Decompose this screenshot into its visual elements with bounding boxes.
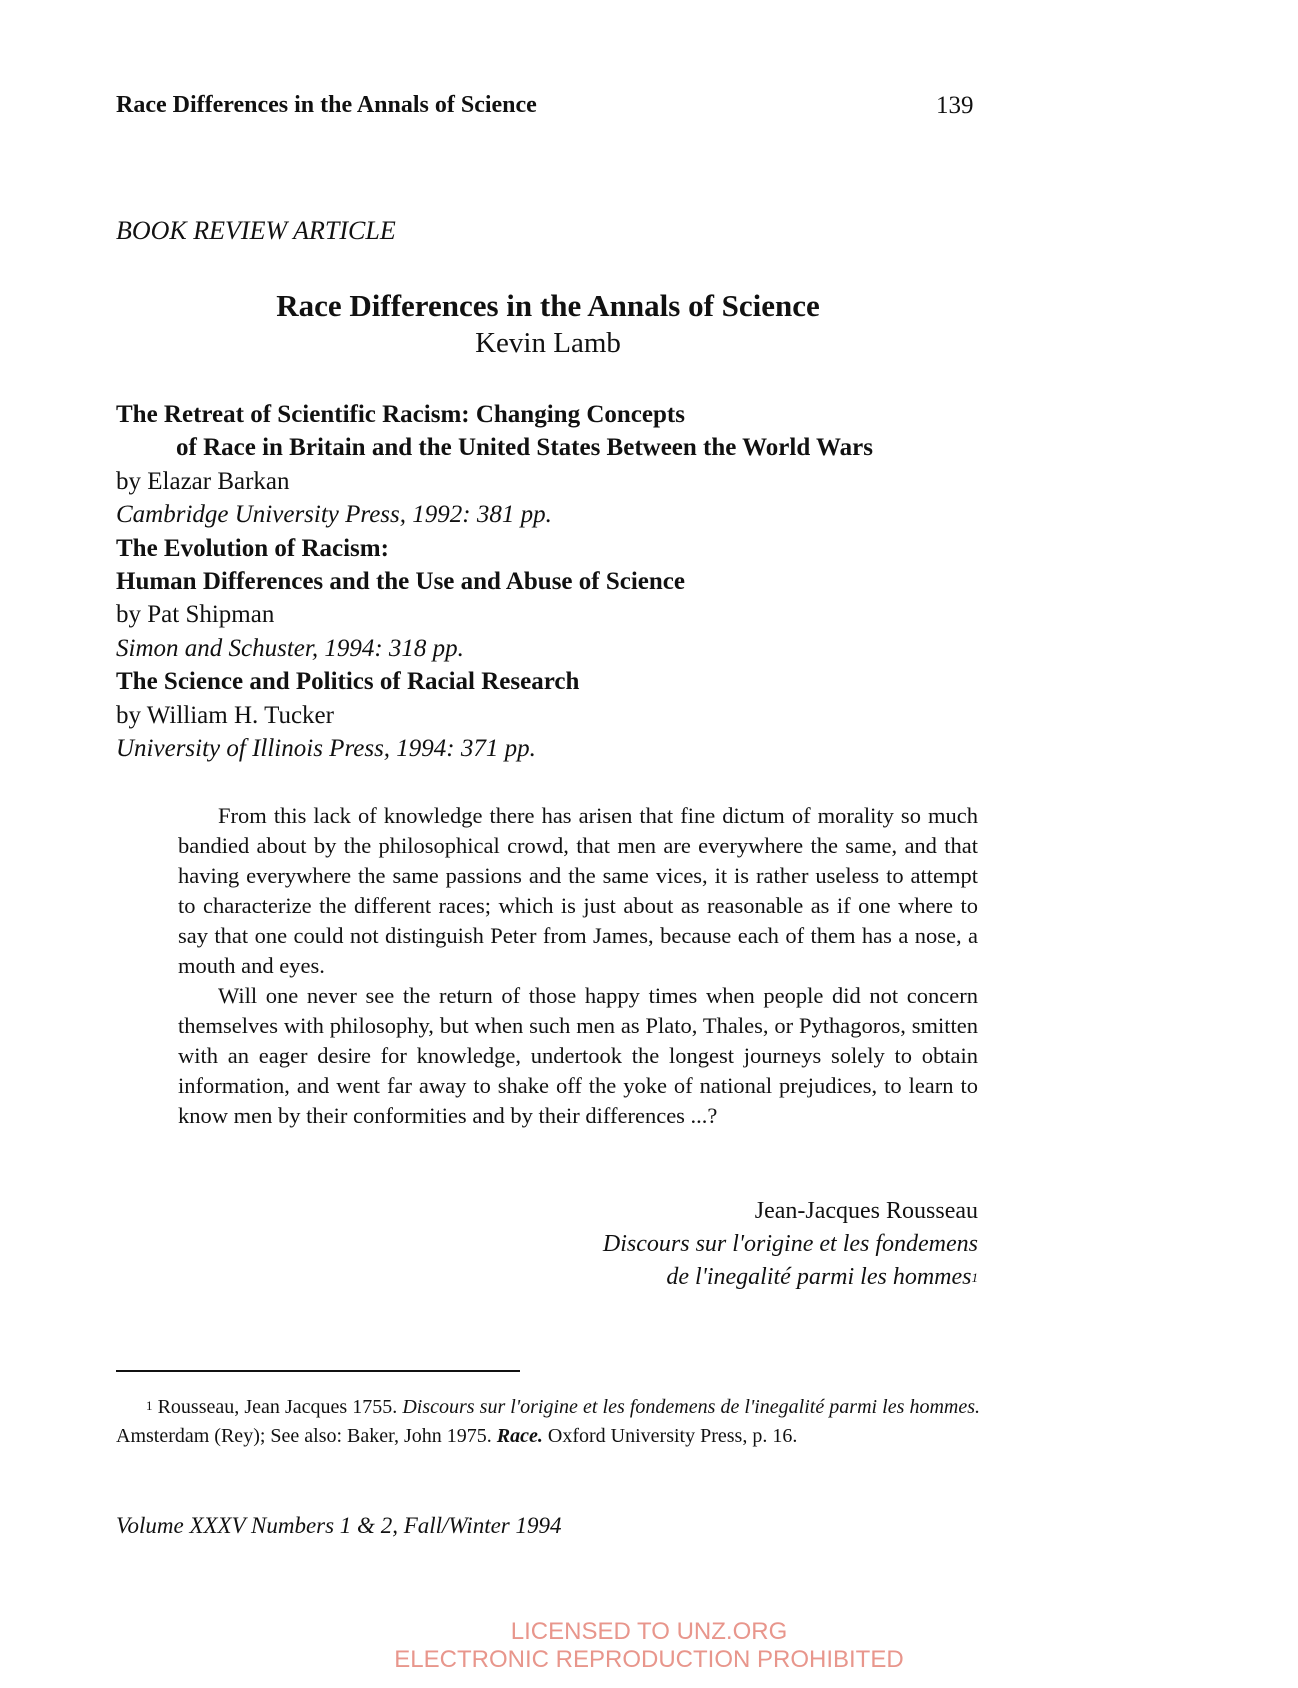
footnote-reference[interactable]: 1	[971, 1270, 978, 1285]
book-1-author: by Elazar Barkan	[116, 467, 290, 495]
footnote-also-title: Race.	[496, 1425, 543, 1447]
article-author: Kevin Lamb	[475, 327, 621, 359]
epigraph-paragraph: Will one never see the return of those happy times when people did not concern themselves with philosophy, but when such men as Plato, Thales, or Pythagoros, smitten with an eager desire for knowledge, undertook the longest journeys solely to obtain information, and went far away to shake off the yoke of national prejudices, to learn to know men by their conformities and by their differences ...?	[178, 983, 978, 1128]
book-2-publisher: Simon and Schuster, 1994: 318 pp.	[116, 634, 464, 662]
watermark-line: ELECTRONIC REPRODUCTION PROHIBITED	[394, 1646, 904, 1673]
attribution-work: Discours sur l'origine et les fondemens	[602, 1231, 978, 1257]
epigraph-attribution	[480, 1195, 978, 1294]
book-3-publisher: University of Illinois Press, 1994: 371 pp.	[116, 735, 536, 763]
license-watermark	[0, 1618, 1298, 1674]
book-3-author: by William H. Tucker	[116, 701, 334, 729]
footnote-work-title: Discours sur l'origine et les fondemens de l'inegalité parmi les hommes.	[402, 1396, 981, 1418]
attribution-work-line2: de l'inegalité parmi les hommes	[666, 1264, 972, 1290]
book-2-subtitle: Human Differences and the Use and Abuse of Science	[116, 568, 685, 596]
book-1-title: The Retreat of Scientific Racism: Changing Concepts	[116, 401, 685, 428]
book-2-title: The Evolution of Racism:	[116, 534, 389, 562]
book-1-title-continued: of Race in Britain and the United States Between the World Wars	[176, 434, 873, 462]
watermark-line: LICENSED TO UNZ.ORG	[510, 1618, 788, 1645]
article-title: Race Differences in the Annals of Science	[276, 288, 820, 323]
page-number: 139	[936, 92, 974, 119]
footnote-publisher: Amsterdam (Rey); See also: Baker, John 1975.	[116, 1425, 492, 1447]
journal-footer: Volume XXXV Numbers 1 & 2, Fall/Winter 1994	[116, 1513, 562, 1538]
footnote-divider	[116, 1370, 520, 1372]
book-2-author: by Pat Shipman	[116, 601, 275, 629]
attribution-name: Jean-Jacques Rousseau	[754, 1198, 978, 1224]
book-1-publisher: Cambridge University Press, 1992: 381 pp.	[116, 501, 552, 529]
book-3-title: The Science and Politics of Racial Research	[116, 668, 580, 696]
reviewed-books-list	[116, 398, 986, 765]
running-title: Race Differences in the Annals of Science	[116, 92, 537, 118]
attribution-work-continued	[480, 1261, 978, 1294]
epigraph-paragraph: From this lack of knowledge there has arisen that fine dictum of morality so much bandied about by the philosophical crowd, that men are everywhere the same, and that having everywhere the same passions and the same vices, it is rather useless to attempt to characterize the different races; which is just about as reasonable as if one where to say that one could not distinguish Peter from James, because each of them has a nose, a mouth and eyes.	[178, 803, 978, 978]
footnote-also-rest: Oxford University Press, p. 16.	[547, 1425, 798, 1447]
section-label: BOOK REVIEW ARTICLE	[116, 216, 396, 245]
epigraph-quote	[178, 801, 978, 1131]
footnote	[116, 1393, 980, 1451]
footnote-author-year: Rousseau, Jean Jacques 1755.	[157, 1396, 398, 1418]
article-title-block	[116, 287, 980, 361]
footnote-marker: 1	[146, 1398, 153, 1413]
